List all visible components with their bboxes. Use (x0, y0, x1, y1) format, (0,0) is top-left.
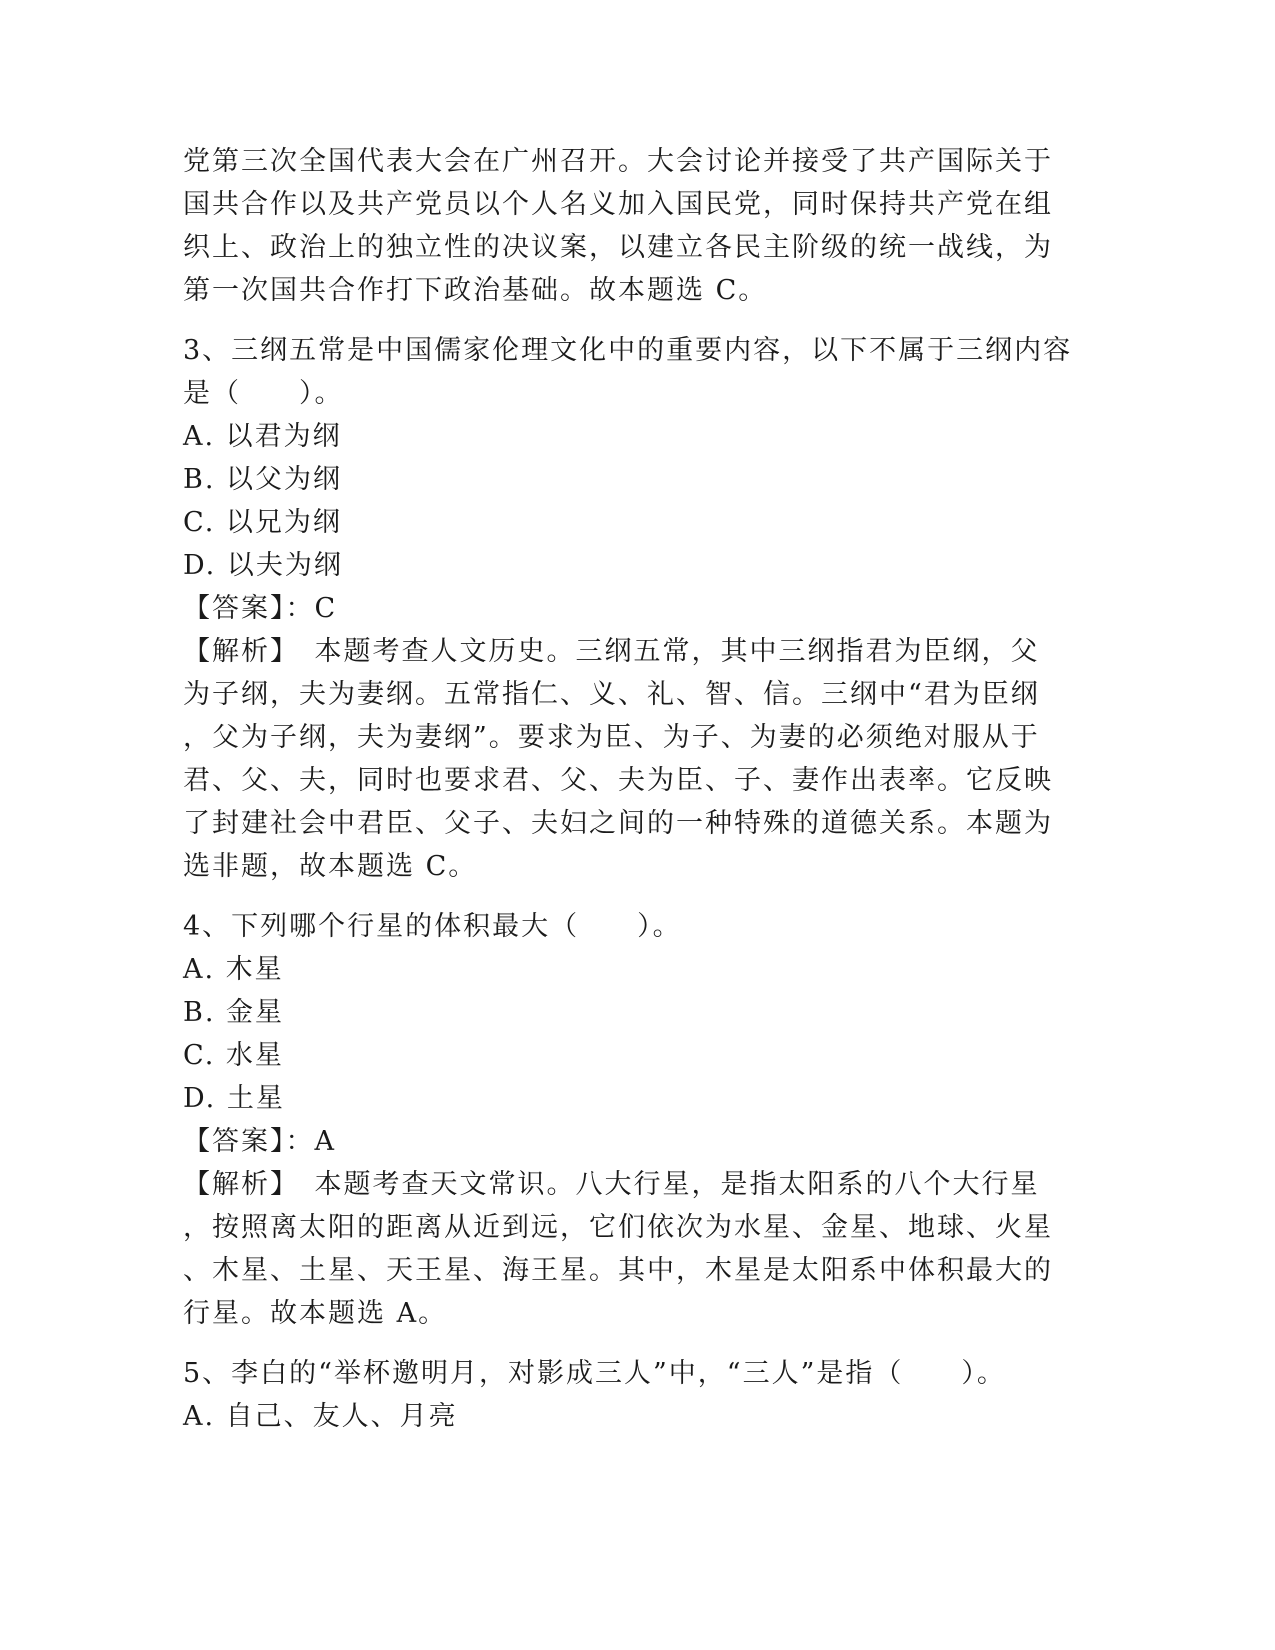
spacer (183, 888, 1063, 905)
document-page (183, 140, 1073, 1438)
analysis-line: 【解析】 本题考查天文常识。八大行星，是指太阳系的八个大行星 (183, 1169, 1040, 1200)
option-c: C. 以兄为纲 (183, 507, 342, 538)
intro-paragraph (183, 140, 1063, 312)
option-a: A. 木星 (183, 954, 284, 985)
question-5 (183, 1352, 1063, 1438)
question-3 (183, 329, 1073, 888)
text-line: 国共合作以及共产党员以个人名义加入国民党，同时保持共产党在组 (183, 189, 1053, 220)
question-stem-line: 3、三纲五常是中国儒家伦理文化中的重要内容，以下不属于三纲内容 (183, 335, 1073, 366)
answer-line: 【答案】：A (183, 1126, 336, 1157)
analysis-line: 为子纲，夫为妻纲。五常指仁、义、礼、智、信。三纲中“君为臣纲 (183, 679, 1040, 710)
analysis-line: 君、父、夫，同时也要求君、父、夫为臣、子、妻作出表率。它反映 (183, 765, 1053, 796)
analysis-line: 、木星、土星、天王星、海王星。其中，木星是太阳系中体积最大的 (183, 1255, 1053, 1286)
text-line: 党第三次全国代表大会在广州召开。大会讨论并接受了共产国际关于 (183, 146, 1053, 177)
question-stem-line: 4、下列哪个行星的体积最大（ ）。 (183, 911, 682, 942)
option-b: B. 金星 (183, 997, 285, 1028)
option-a: A. 自己、友人、月亮 (183, 1401, 458, 1432)
option-b: B. 以父为纲 (183, 464, 343, 495)
option-a: A. 以君为纲 (183, 421, 342, 452)
text-line: 第一次国共合作打下政治基础。故本题选 C。 (183, 275, 768, 306)
analysis-line: 了封建社会中君臣、父子、夫妇之间的一种特殊的道德关系。本题为 (183, 808, 1053, 839)
option-d: D. 土星 (183, 1083, 285, 1114)
analysis-line: 行星。故本题选 A。 (183, 1298, 448, 1329)
spacer (183, 1335, 1063, 1352)
question-4 (183, 905, 1063, 1335)
question-stem-line: 是（ ）。 (183, 378, 344, 409)
analysis-line: 选非题，故本题选 C。 (183, 851, 478, 882)
analysis-line: ，父为子纲，夫为妻纲”。要求为臣、为子、为妻的必须绝对服从于 (183, 722, 1040, 753)
analysis-line: 【解析】 本题考查人文历史。三纲五常，其中三纲指君为臣纲，父 (183, 636, 1040, 667)
analysis-line: ，按照离太阳的距离从近到远，它们依次为水星、金星、地球、火星 (183, 1212, 1053, 1243)
text-line: 织上、政治上的独立性的决议案，以建立各民主阶级的统一战线，为 (183, 232, 1053, 263)
option-c: C. 水星 (183, 1040, 284, 1071)
option-d: D. 以夫为纲 (183, 550, 343, 581)
spacer (183, 312, 1063, 329)
answer-line: 【答案】：C (183, 593, 338, 624)
question-stem-line: 5、李白的“举杯邀明月，对影成三人”中，“三人”是指（ ）。 (183, 1358, 1006, 1389)
